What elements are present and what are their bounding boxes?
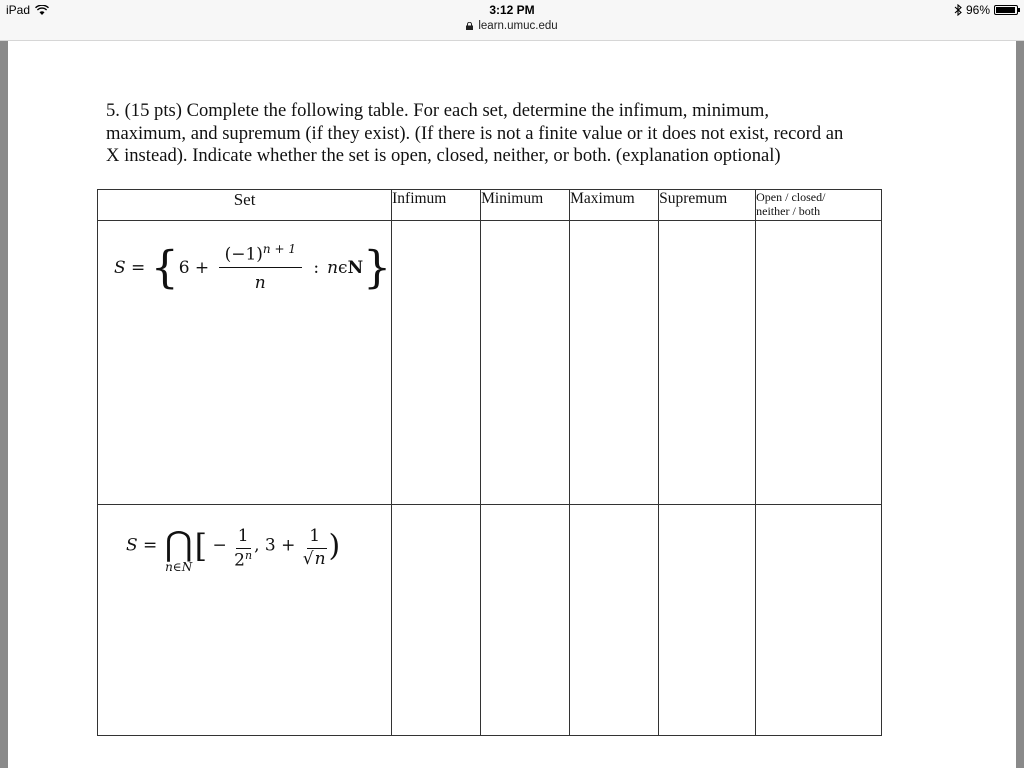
formula1-six: 6 + xyxy=(178,257,210,278)
viewer-gutter-left xyxy=(0,41,8,768)
formula1-left-brace: { xyxy=(150,242,179,294)
maximum-cell-1[interactable] xyxy=(570,221,659,505)
table-row xyxy=(98,221,882,505)
formula2-minus: − xyxy=(212,535,227,556)
header-open-closed xyxy=(756,190,882,221)
formula2-comma: , xyxy=(254,535,260,556)
answer-table xyxy=(97,189,882,736)
minimum-cell-1[interactable] xyxy=(481,221,570,505)
formula1-right-brace: } xyxy=(363,242,392,294)
formula2-fraction-a-num: 1 xyxy=(236,527,251,549)
set-cell-1 xyxy=(98,221,392,505)
formula2-fraction-b xyxy=(301,527,329,569)
header-maximum: Maximum xyxy=(570,190,659,221)
status-right xyxy=(954,3,1018,17)
formula1-lhs: S = xyxy=(114,257,146,278)
header-set: Set xyxy=(98,190,392,221)
formula1-n: n xyxy=(327,257,339,278)
formula2-fraction-b-num: 1 xyxy=(307,527,322,549)
supremum-cell-1[interactable] xyxy=(659,221,756,505)
question-line-1: 5. (15 pts) Complete the following table. For each set, determine the infimum, minimum, xyxy=(106,100,770,121)
formula2-radicand: n xyxy=(314,548,326,569)
question-line-2: maximum, and supremum (if they exist). (If there is not a finite value or it does not exist, record an xyxy=(106,122,844,144)
formula2-fraction-a-den: 2 xyxy=(234,550,245,571)
header-infimum: Infimum xyxy=(392,190,481,221)
question-line-3: X instead). Indicate whether the set is open, closed, neither, or both. (explanation optional) xyxy=(106,145,781,166)
header-open-closed-line2: neither / both xyxy=(756,204,821,218)
address-bar[interactable] xyxy=(0,20,1024,32)
formula1-numerator: (−1) xyxy=(224,244,263,265)
lock-icon xyxy=(466,22,473,30)
header-minimum: Minimum xyxy=(481,190,570,221)
formula2-lhs: S = xyxy=(126,535,158,556)
header-open-closed-line1: Open / closed/ xyxy=(756,190,826,204)
table-header-row xyxy=(98,190,882,221)
formula2-sqrt-sign: √ xyxy=(302,548,314,569)
intersection-subscript: n∈N xyxy=(165,560,193,574)
formula2-fraction-a xyxy=(232,527,254,571)
formula1-colon: : xyxy=(313,257,320,278)
formula1-element-of: ϵ xyxy=(338,257,348,278)
open-closed-cell-1[interactable] xyxy=(756,221,882,505)
formula1-naturals: N xyxy=(347,257,364,278)
formula1-exponent: n + 1 xyxy=(262,242,296,256)
header-supremum: Supremum xyxy=(659,190,756,221)
viewer-gutter-right xyxy=(1016,41,1024,768)
set-formula-1 xyxy=(98,221,391,294)
battery-icon xyxy=(994,5,1018,15)
set-cell-2 xyxy=(98,505,392,736)
formula2-right-paren: ) xyxy=(328,528,341,564)
infimum-cell-2[interactable] xyxy=(392,505,481,736)
set-formula-2 xyxy=(98,505,391,574)
bluetooth-icon xyxy=(954,4,962,16)
formula2-three: 3 + xyxy=(264,535,296,556)
url-text: learn.umuc.edu xyxy=(478,20,558,32)
formula2-intersection xyxy=(164,524,193,574)
formula1-fraction xyxy=(219,243,302,294)
intersection-symbol: ⋂ xyxy=(164,524,193,564)
device-name: iPad xyxy=(6,3,31,17)
formula2-exponent: n xyxy=(244,548,253,562)
question-text xyxy=(106,100,906,168)
infimum-cell-1[interactable] xyxy=(392,221,481,505)
maximum-cell-2[interactable] xyxy=(570,505,659,736)
minimum-cell-2[interactable] xyxy=(481,505,570,736)
table-row xyxy=(98,505,882,736)
battery-percent: 96% xyxy=(965,3,990,17)
clock: 3:12 PM xyxy=(489,3,535,17)
formula2-left-bracket: [ xyxy=(194,527,208,565)
formula1-denominator: n xyxy=(254,273,266,294)
supremum-cell-2[interactable] xyxy=(659,505,756,736)
open-closed-cell-2[interactable] xyxy=(756,505,882,736)
status-bar xyxy=(0,0,1024,41)
